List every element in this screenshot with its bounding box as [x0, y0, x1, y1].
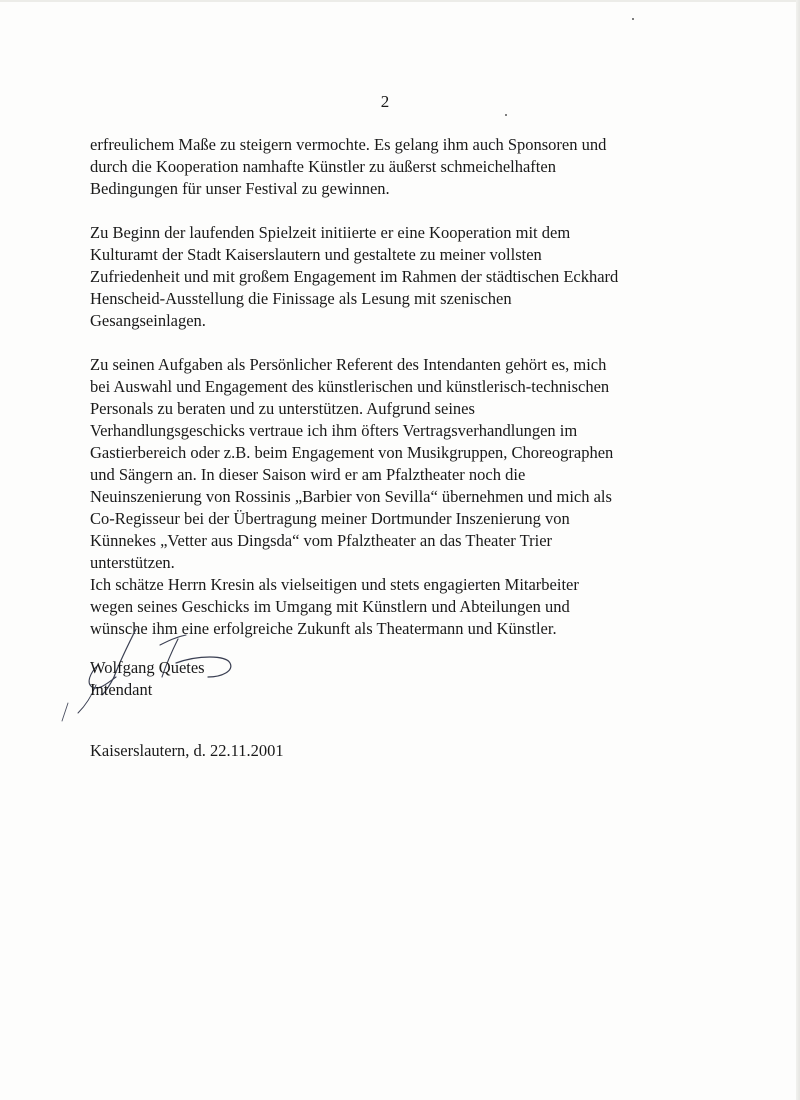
text-line: bei Auswahl und Engagement des künstlerischen und künstlerisch-technischen [90, 377, 610, 396]
text-line: und Sängern an. In dieser Saison wird er am Pfalztheater noch die [90, 465, 526, 484]
letter-body [90, 134, 690, 640]
page-top-edge [0, 0, 800, 2]
text-line: Co-Regisseur bei der Übertragung meiner Dortmunder Inszenierung von [90, 509, 570, 528]
paragraph-kulturamt [90, 222, 690, 332]
scan-speck [505, 114, 507, 116]
text-line: Verhandlungsgeschicks vertraue ich ihm öfters Vertragsverhandlungen im [90, 421, 578, 440]
paragraph-festival [90, 134, 690, 200]
text-line: Bedingungen für unser Festival zu gewinnen. [90, 179, 390, 198]
scan-speck [632, 18, 634, 20]
text-line: Zu seinen Aufgaben als Persönlicher Referent des Intendanten gehört es, mich [90, 355, 607, 374]
text-line: Gastierbereich oder z.B. beim Engagement von Musikgruppen, Choreographen [90, 443, 614, 462]
text-line: wünsche ihm eine erfolgreiche Zukunft als Theatermann und Künstler. [90, 619, 557, 638]
text-line: durch die Kooperation namhafte Künstler zu äußerst schmeichelhaften [90, 157, 556, 176]
text-line: Gesangseinlagen. [90, 311, 206, 330]
text-line: erfreulichem Maße zu steigern vermochte. Es gelang ihm auch Sponsoren und [90, 135, 607, 154]
text-line: Zu Beginn der laufenden Spielzeit initiierte er eine Kooperation mit dem [90, 223, 571, 242]
text-line: Kulturamt der Stadt Kaiserslautern und gestaltete zu meiner vollsten [90, 245, 542, 264]
page-number: 2 [380, 92, 390, 111]
signatory-title: Intendant [90, 680, 153, 699]
place-and-date: Kaiserslautern, d. 22.11.2001 [90, 741, 284, 760]
page-right-edge [796, 0, 800, 1100]
text-line: Personals zu beraten und zu unterstützen. Aufgrund seines [90, 399, 475, 418]
text-line: Künnekes „Vetter aus Dingsda“ vom Pfalztheater an das Theater Trier [90, 531, 553, 550]
signatory-name: Wolfgang Quetes [90, 658, 205, 677]
text-line: unterstützen. [90, 553, 175, 572]
text-line: Neuinszenierung von Rossinis „Barbier von Sevilla“ übernehmen und mich als [90, 487, 612, 506]
signature-stroke [62, 703, 68, 721]
signatory-block [90, 657, 205, 701]
paragraph-aufgaben [90, 354, 690, 574]
text-line: Ich schätze Herrn Kresin als vielseitigen und stets engagierten Mitarbeiter [90, 575, 579, 594]
text-line: Zufriedenheit und mit großem Engagement im Rahmen der städtischen Eckhard [90, 267, 619, 286]
signature-stroke [160, 635, 186, 645]
text-line: wegen seines Geschicks im Umgang mit Künstlern und Abteilungen und [90, 597, 570, 616]
text-line: Henscheid-Ausstellung die Finissage als Lesung mit szenischen [90, 289, 512, 308]
